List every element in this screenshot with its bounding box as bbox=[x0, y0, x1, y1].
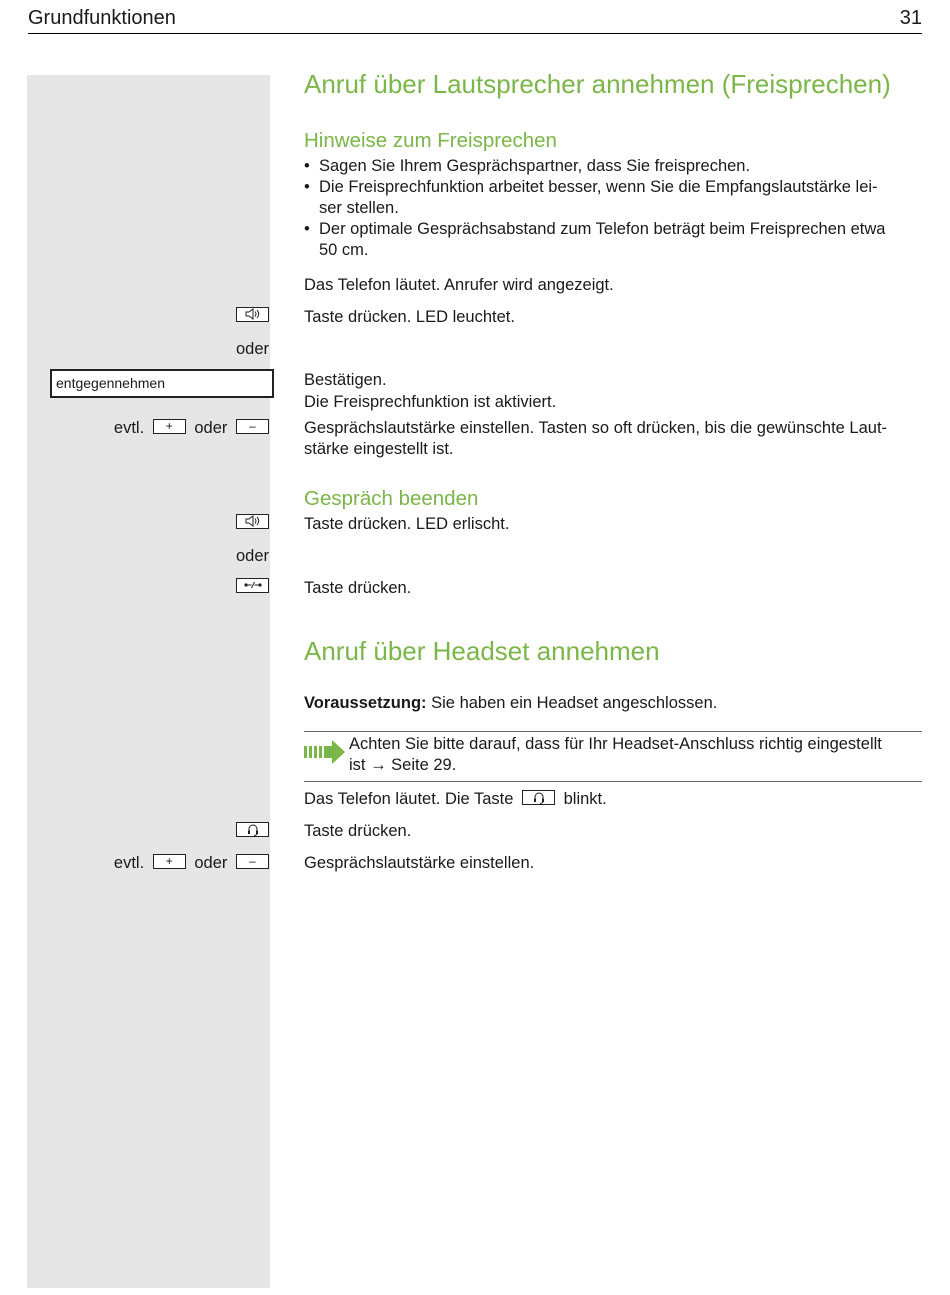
note-line-2: ist → Seite 29. bbox=[349, 756, 457, 774]
oder-label: oder bbox=[194, 419, 228, 437]
note-line-1: Achten Sie bitte darauf, dass für Ihr Headset-Anschluss richtig eingestellt bbox=[349, 735, 882, 753]
evtl-label: evtl. bbox=[113, 419, 145, 437]
page-header bbox=[28, 6, 922, 34]
plus-key[interactable]: + bbox=[153, 419, 186, 434]
release-key-icon[interactable] bbox=[236, 578, 269, 593]
oder-label: oder bbox=[194, 854, 228, 872]
press-led-off: Taste drücken. LED erlischt. bbox=[304, 515, 510, 533]
sidebar-column bbox=[27, 75, 270, 1288]
note-rule-bottom bbox=[304, 781, 922, 782]
volume-keys-row-2 bbox=[114, 853, 269, 874]
note-arrow-icon bbox=[304, 740, 346, 764]
ringing-text: Das Telefon läutet. Anrufer wird angezeigt. bbox=[304, 276, 614, 294]
oder-label: oder bbox=[235, 340, 269, 358]
volume-adjust-text: Gesprächslautstärke einstellen. Tasten so oft drücken, bis die gewünschte Laut- stärke eingestellt ist. bbox=[304, 419, 888, 458]
ringing-headset-text bbox=[304, 789, 607, 810]
evtl-label: evtl. bbox=[113, 854, 145, 872]
release-key-row bbox=[236, 577, 269, 598]
page-number: 31 bbox=[899, 7, 922, 29]
ringing-post: blinkt. bbox=[563, 790, 607, 808]
volume-text-2: Gesprächslautstärke einstellen. bbox=[304, 854, 535, 872]
speaker-key-icon[interactable] bbox=[236, 514, 269, 529]
display-option-entgegennehmen[interactable]: entgegennehmen bbox=[50, 369, 274, 398]
speaker-key-row bbox=[236, 306, 269, 327]
press-led-on: Taste drücken. LED leuchtet. bbox=[304, 308, 515, 326]
ringing-pre: Das Telefon läutet. Die Taste bbox=[304, 790, 514, 808]
speaker-key-row-2 bbox=[236, 513, 269, 534]
hint-item: • Der optimale Gesprächsabstand zum Telefon beträgt beim Freisprechen etwa 50 cm. bbox=[304, 219, 924, 261]
volume-keys-row bbox=[114, 418, 269, 439]
headset-key-icon[interactable] bbox=[236, 822, 269, 837]
prereq-text: Sie haben ein Headset angeschlossen. bbox=[426, 694, 718, 712]
end-call-title: Gespräch beenden bbox=[304, 487, 479, 510]
hints-title: Hinweise zum Freisprechen bbox=[304, 129, 557, 152]
speaker-key-icon[interactable] bbox=[236, 307, 269, 322]
section-name: Grundfunktionen bbox=[28, 7, 176, 29]
prerequisite bbox=[304, 693, 717, 714]
note-rule-top bbox=[304, 731, 922, 732]
hints-list bbox=[304, 156, 924, 261]
headset-key-row bbox=[236, 821, 269, 842]
minus-key[interactable]: – bbox=[236, 419, 269, 434]
confirm-text: Bestätigen. bbox=[304, 371, 387, 389]
note-text bbox=[349, 734, 929, 776]
minus-key[interactable]: – bbox=[236, 854, 269, 869]
hint-item: • Die Freisprechfunktion arbeitet besser, wenn Sie die Empfangslautstärke lei- ser stellen. bbox=[304, 177, 924, 219]
press-headset-text: Taste drücken. bbox=[304, 822, 412, 840]
oder-label: oder bbox=[235, 547, 269, 565]
press-text: Taste drücken. bbox=[304, 579, 412, 597]
prereq-label: Voraussetzung: bbox=[304, 694, 427, 712]
activated-text: Die Freisprechfunktion ist aktiviert. bbox=[304, 393, 557, 411]
plus-key[interactable]: + bbox=[153, 854, 186, 869]
headset-key-icon bbox=[522, 790, 555, 805]
hint-item: • Sagen Sie Ihrem Gesprächspartner, dass Sie freisprechen. bbox=[304, 156, 924, 177]
section-title-speaker: Anruf über Lautsprecher annehmen (Freisprechen) bbox=[304, 69, 891, 99]
section-title-headset: Anruf über Headset annehmen bbox=[304, 636, 660, 666]
